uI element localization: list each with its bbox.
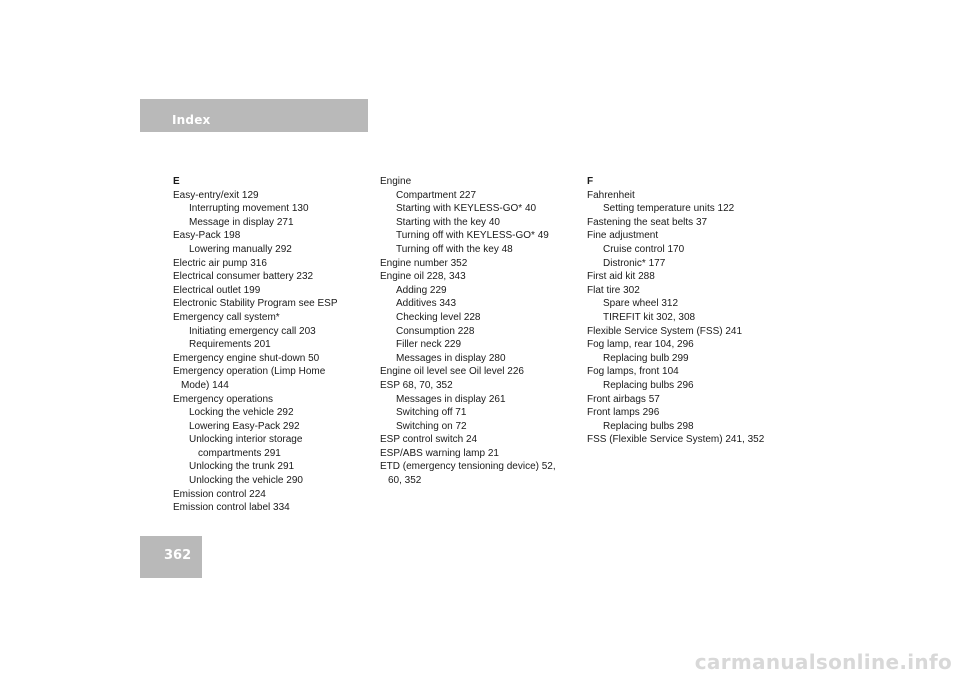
index-entry: Electronic Stability Program see ESP	[173, 298, 338, 310]
index-entry: Flexible Service System (FSS) 241	[587, 325, 743, 337]
index-entry: Fine adjustment	[587, 230, 659, 242]
index-entry-continued: Mode) 144	[181, 379, 229, 391]
index-subentry: TIREFIT kit 302, 308	[603, 311, 696, 323]
index-letter-heading: E	[173, 176, 180, 187]
index-subentry: Unlocking interior storage	[189, 434, 303, 446]
index-entry: ETD (emergency tensioning device) 52,	[380, 461, 556, 473]
index-entry: Fahrenheit	[587, 189, 635, 201]
index-subentry: Adding 229	[396, 284, 447, 296]
index-entry: Engine oil level see Oil level 226	[380, 366, 524, 378]
index-subentry: Replacing bulbs 298	[603, 420, 694, 432]
index-entry: Fastening the seat belts 37	[587, 216, 708, 228]
index-entry: Emergency operations	[173, 393, 274, 405]
index-entry: FSS (Flexible Service System) 241, 352	[587, 434, 765, 446]
index-subentry: Additives 343	[396, 298, 457, 310]
index-subentry: Messages in display 280	[396, 352, 506, 364]
index-entry: Emergency operation (Limp Home	[173, 366, 326, 378]
index-entry: Electric air pump 316	[173, 257, 267, 269]
index-subentry: Compartment 227	[396, 189, 477, 201]
index-entry: Front airbags 57	[587, 393, 660, 405]
index-entry: Emission control 224	[173, 488, 266, 500]
page-title: Index	[172, 113, 211, 127]
index-subentry: Requirements 201	[189, 339, 271, 351]
index-entry: Emergency call system*	[173, 311, 280, 323]
index-entry: Emission control label 334	[173, 502, 290, 514]
index-subentry: Switching off 71	[396, 407, 467, 419]
index-subentry: Locking the vehicle 292	[189, 407, 294, 419]
index-letter-heading: F	[587, 176, 594, 187]
index-subentry: Consumption 228	[396, 325, 475, 337]
index-subentry-continued: compartments 291	[198, 447, 281, 459]
watermark: carmanualsonline.info	[694, 650, 952, 674]
index-entry: Fog lamps, front 104	[587, 366, 679, 378]
index-entry: ESP/ABS warning lamp 21	[380, 447, 499, 459]
index-subentry: Initiating emergency call 203	[189, 325, 316, 337]
page-number: 362	[164, 548, 192, 563]
index-subentry: Cruise control 170	[603, 243, 685, 255]
index-entry: Engine	[380, 176, 412, 187]
index-subentry: Switching on 72	[396, 420, 467, 432]
index-subentry: Distronic* 177	[603, 257, 666, 269]
index-entry: Easy-Pack 198	[173, 230, 241, 242]
index-subentry: Spare wheel 312	[603, 298, 679, 310]
index-subentry: Turning off with KEYLESS-GO* 49	[396, 230, 549, 242]
index-entry: Electrical outlet 199	[173, 284, 261, 296]
index-entry-continued: 60, 352	[388, 475, 422, 487]
index-entry: Flat tire 302	[587, 284, 640, 296]
index-subentry: Unlocking the vehicle 290	[189, 475, 303, 487]
index-entry: Emergency engine shut-down 50	[173, 352, 320, 364]
index-entry: Engine oil 228, 343	[380, 271, 466, 283]
index-subentry: Turning off with the key 48	[396, 243, 513, 255]
index-subentry: Setting temperature units 122	[603, 203, 735, 215]
index-entry: ESP 68, 70, 352	[380, 379, 453, 391]
index-subentry: Replacing bulbs 296	[603, 379, 694, 391]
index-subentry: Messages in display 261	[396, 393, 506, 405]
index-subentry: Lowering manually 292	[189, 243, 292, 255]
index-entry: Electrical consumer battery 232	[173, 271, 314, 283]
index-subentry: Starting with KEYLESS-GO* 40	[396, 203, 537, 215]
index-entry: Engine number 352	[380, 257, 468, 269]
index-subentry: Starting with the key 40	[396, 216, 500, 228]
index-subentry: Replacing bulb 299	[603, 352, 689, 364]
index-entry: Front lamps 296	[587, 407, 660, 419]
index-entry: Easy-entry/exit 129	[173, 189, 259, 201]
index-entry: Fog lamp, rear 104, 296	[587, 339, 694, 351]
index-column-2	[380, 175, 580, 488]
index-subentry: Checking level 228	[396, 311, 481, 323]
index-subentry: Unlocking the trunk 291	[189, 461, 295, 473]
index-subentry: Message in display 271	[189, 216, 294, 228]
index-subentry: Lowering Easy-Pack 292	[189, 420, 300, 432]
index-column-3	[587, 175, 787, 447]
index-subentry: Filler neck 229	[396, 339, 462, 351]
index-subentry: Interrupting movement 130	[189, 203, 309, 215]
index-column-1	[173, 175, 373, 515]
index-entry: ESP control switch 24	[380, 434, 478, 446]
index-entry: First aid kit 288	[587, 271, 655, 283]
